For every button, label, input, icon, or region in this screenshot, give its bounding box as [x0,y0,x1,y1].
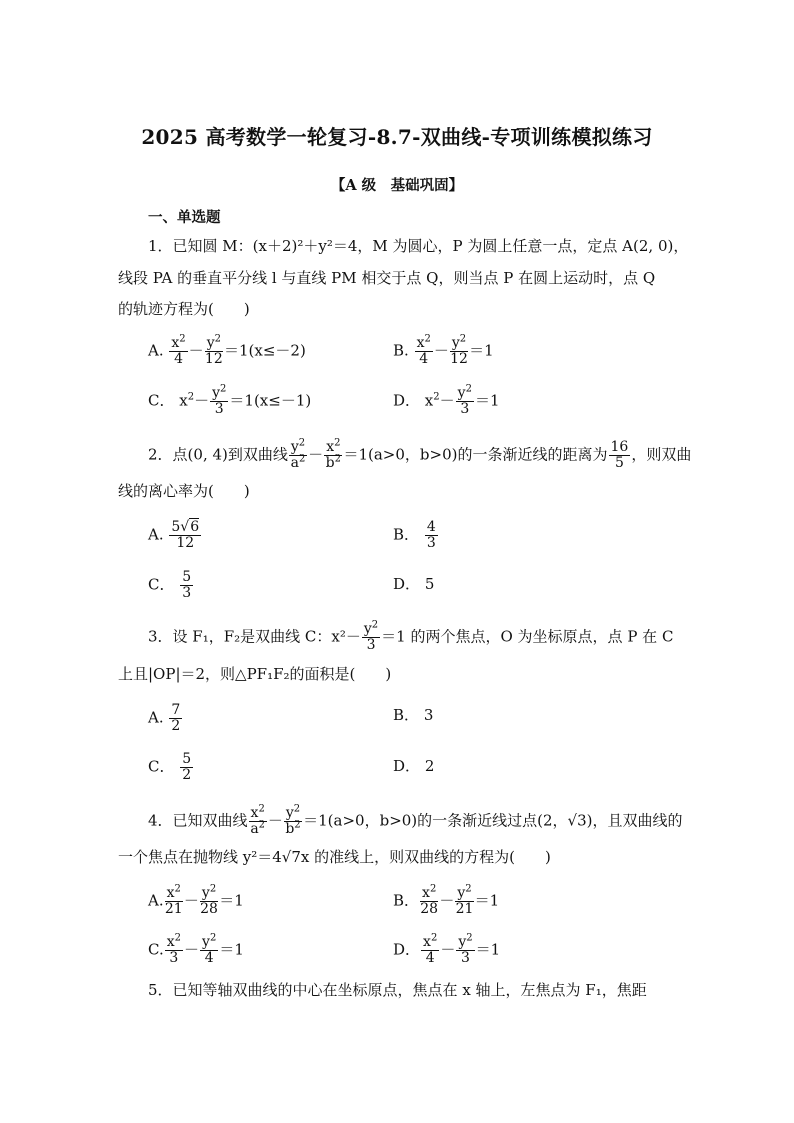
option-label: D． [393,575,421,593]
q3-option-b [393,705,433,725]
q1-line1: 1．已知圆 M：(x＋2)²＋y²＝4，M 为圆心，P 为圆上任意一点，定点 A(2, 0)， [148,237,689,255]
q3-text-a: 3．设 F₁，F₂是双曲线 C：x²－ [148,627,361,646]
q4-option-a: A. $\frac{x^2}{21}$ － $\frac{y^2}{28}$ ＝1 [148,883,244,917]
option-tail: ＝1 [475,940,501,959]
q3-option-c: C． $\frac{5}{2}$ [148,751,192,783]
q1-option-b: B. $\frac{x^2}{4}$ － $\frac{y^2}{12}$ ＝1 [393,333,494,367]
q2-option-d [393,574,434,594]
option-label: C． [148,391,175,410]
option-label: A. [148,341,164,360]
q3-text-b: ＝1 的两个焦点，O 为坐标原点，点 P 在 C [381,627,674,646]
option-label: D． [393,391,421,410]
option-value: 5 [424,575,435,593]
q1-option-a: A. $\frac{x^2}{4}$ － $\frac{y^2}{12}$ ＝1(x≤－2) [148,333,306,367]
option-label: A. [148,525,164,544]
option-value: 3 [423,706,434,724]
option-label: C. [148,940,164,959]
option-label: A. [148,708,164,727]
page-title: 2025 高考数学一轮复习-8.7-双曲线-专项训练模拟练习 [141,125,653,149]
option-tail: ＝1 [219,891,244,910]
option-label: D． [393,940,421,959]
q3-line1: 3．设 F₁，F₂是双曲线 C：x²－ $\frac{y^2}{3}$ ＝1 的两个焦点，O 为坐标原点，点 P 在 C [148,619,674,653]
q2-line2: 线的离心率为( ) [118,482,250,500]
q2-option-a: A. $\frac{5√6}{12}$ [148,519,200,551]
q1-option-d: D． $x^2-$ $\frac{y^2}{3}$ ＝1 [393,383,500,417]
level-heading: 【A 级 基础巩固】 [330,177,464,194]
option-label: C． [148,757,175,776]
q2-option-b: B． $\frac{4}{3}$ [393,519,436,551]
q1-line2: 线段 PA 的垂直平分线 l 与直线 PM 相交于点 Q，则当点 P 在圆上运动时，点 Q [118,269,656,287]
q2-text-b: ＝1(a>0，b>0)的一条渐近线的距离为 [343,445,608,464]
option-value: 2 [424,757,435,775]
option-label: B. [393,341,409,360]
option-label: B． [393,891,420,910]
option-tail: ＝1(x≤－2) [223,341,306,360]
section-heading: 一、单选题 [148,209,221,226]
q4-line2: 一个焦点在抛物线 y²＝4√7x 的准线上，则双曲线的方程为( ) [118,848,551,866]
option-tail: ＝1(x≤－1) [229,391,312,410]
q2-line1: 2．点(0, 4)到双曲线 $\frac{y^2}{a^2}$ － $\frac{x^2}{b^2}$ ＝1(a>0，b>0)的一条渐近线的距离为 $\frac{16}{5}$ ，则双曲 [148,437,692,471]
q3-option-a: A. $\frac{7}{2}$ [148,702,181,734]
option-tail: ＝1 [469,341,494,360]
q4-text-a: 4．已知双曲线 [148,811,248,830]
q1-line3: 的轨迹方程为( ) [118,300,250,318]
q4-line1: 4．已知双曲线 $\frac{x^2}{a^2}$ － $\frac{y^2}{b^2}$ ＝1(a>0，b>0)的一条渐近线过点(2，√3)，且双曲线的 [148,803,683,837]
option-label: B． [393,706,420,724]
option-tail: ＝1 [219,940,244,959]
option-tail: ＝1 [474,891,500,910]
option-tail: ＝1 [474,391,500,410]
option-label: D． [393,757,421,775]
option-label: B． [393,525,420,544]
q4-option-c: C. $\frac{x^2}{3}$ － $\frac{y^2}{4}$ ＝1 [148,932,244,966]
q3-line2: 上且|OP|＝2，则△PF₁F₂的面积是( ) [118,665,392,683]
q2-option-c: C． $\frac{5}{3}$ [148,569,192,601]
option-label: A. [148,891,164,910]
option-label: C． [148,575,175,594]
q2-text-a: 2．点(0, 4)到双曲线 [148,445,288,464]
q4-text-b: ＝1(a>0，b>0)的一条渐近线过点(2，√3)，且双曲线的 [303,811,683,830]
q5-line1: 5．已知等轴双曲线的中心在坐标原点，焦点在 x 轴上，左焦点为 F₁，焦距 [148,981,647,999]
q4-option-d: D． $\frac{x^2}{4}$ － $\frac{y^2}{3}$ ＝1 [393,932,501,966]
q4-option-b: B． $\frac{x^2}{28}$ － $\frac{y^2}{21}$ ＝1 [393,883,500,917]
q3-option-d [393,756,434,776]
q1-option-c: C． $x^2-$ $\frac{y^2}{3}$ ＝1(x≤－1) [148,383,312,417]
q2-text-c: ，则双曲 [631,445,692,464]
